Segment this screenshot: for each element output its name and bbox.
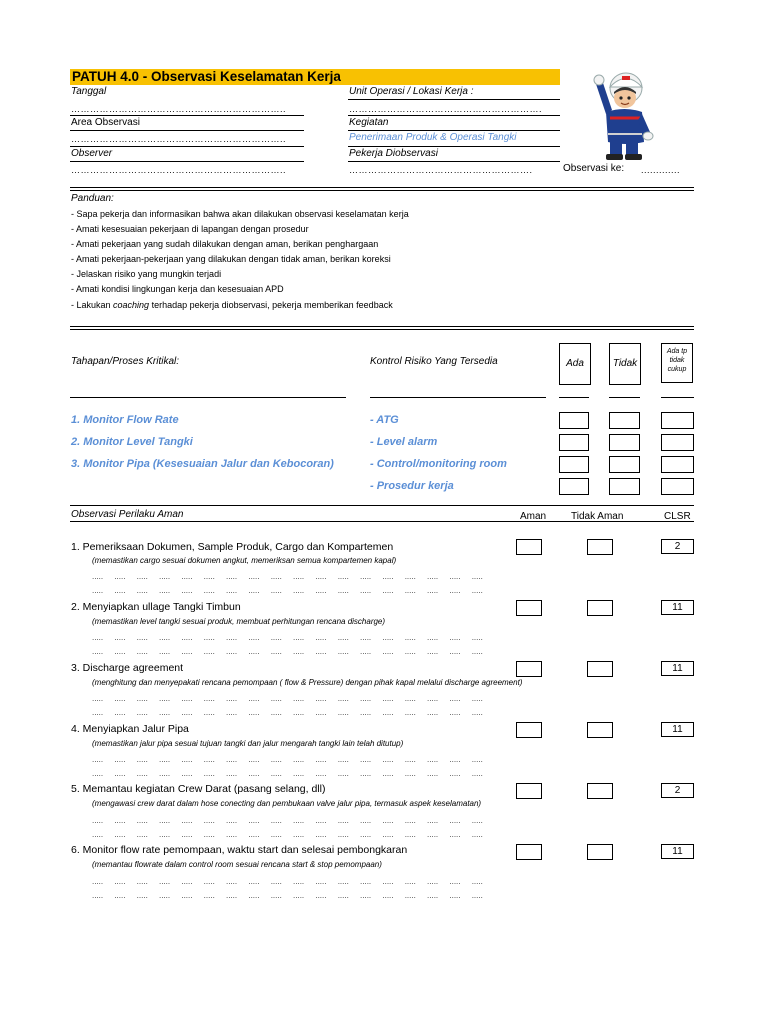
tidak-aman-checkbox[interactable]	[587, 600, 613, 616]
tidak-aman-checkbox[interactable]	[587, 722, 613, 738]
panduan-item: - Amati kondisi lingkungan kerja dan kesesuaian APD	[71, 284, 284, 294]
page-title: PATUH 4.0 - Observasi Keselamatan Kerja	[70, 69, 560, 85]
notes-line[interactable]: ..... ..... ..... ..... ..... ..... ..... ..... ..... ..... ..... ..... ..... ..... ..... ..... ..... .....	[92, 877, 483, 886]
perilaku-item-desc: (mengawasi crew darat dalam hose conecting dan pembukaan valve jalur pipa, termasuk aspek keselamatan)	[92, 799, 482, 808]
kontrol-item: - Control/monitoring room	[370, 458, 507, 470]
notes-line[interactable]: ..... ..... ..... ..... ..... ..... ..... ..... ..... ..... ..... ..... ..... ..... ..... ..... ..... .....	[92, 572, 483, 581]
panduan-item: - Amati kesesuaian pekerjaan di lapangan dengan prosedur	[71, 224, 309, 234]
panduan-item: - Jelaskan risiko yang mungkin terjadi	[71, 269, 222, 279]
perilaku-item-desc: (menghitung dan menyepakati rencana pemompaan ( flow & Pressure) dengan pihak kapal melalui discharge agreement)	[92, 678, 523, 687]
aman-checkbox[interactable]	[516, 844, 542, 860]
ada-tp-checkbox[interactable]	[661, 434, 694, 451]
area-observasi-label: Area Observasi	[71, 117, 140, 128]
tidak-checkbox[interactable]	[609, 412, 640, 429]
clsr-value: 11	[661, 844, 694, 859]
kontrol-item: - ATG	[370, 414, 399, 426]
pekerja-field[interactable]: ………………………………………………….	[349, 165, 533, 175]
tidak-checkbox[interactable]	[609, 456, 640, 473]
ada-checkbox[interactable]	[559, 478, 589, 495]
mascot-worker-icon	[592, 68, 654, 162]
perilaku-header: Observasi Perilaku Aman	[71, 509, 184, 520]
tahapan-item: 2. Monitor Level Tangki	[71, 436, 193, 448]
perilaku-item-desc: (memastikan cargo sesuai dokumen angkut, memeriksan semua kompartemen kapal)	[92, 556, 397, 565]
perilaku-item-title: 5. Memantau kegiatan Crew Darat (pasang selang, dll)	[71, 783, 326, 795]
clsr-header: CLSR	[664, 511, 691, 522]
ada-checkbox[interactable]	[559, 412, 589, 429]
notes-line[interactable]: ..... ..... ..... ..... ..... ..... ..... ..... ..... ..... ..... ..... ..... ..... ..... ..... ..... .....	[92, 694, 483, 703]
tanggal-field[interactable]: …………………………………………………………..	[71, 104, 287, 114]
tidak-aman-checkbox[interactable]	[587, 661, 613, 677]
perilaku-item-title: 3. Discharge agreement	[71, 662, 184, 674]
clsr-value: 11	[661, 600, 694, 615]
aman-checkbox[interactable]	[516, 600, 542, 616]
ada-checkbox[interactable]	[559, 434, 589, 451]
panduan-item: - Amati pekerjaan yang sudah dilakukan dengan aman, berikan penghargaan	[71, 239, 379, 249]
aman-checkbox[interactable]	[516, 783, 542, 799]
panduan-item: - Sapa pekerja dan informasikan bahwa akan dilakukan observasi keselamatan kerja	[71, 209, 409, 219]
kegiatan-value: Penerimaan Produk & Operasi Tangki	[349, 132, 517, 143]
tidak-aman-header: Tidak Aman	[571, 511, 624, 522]
tidak-header: Tidak	[609, 343, 641, 385]
notes-line[interactable]: ..... ..... ..... ..... ..... ..... ..... ..... ..... ..... ..... ..... ..... ..... ..... ..... ..... .....	[92, 891, 483, 900]
notes-line[interactable]: ..... ..... ..... ..... ..... ..... ..... ..... ..... ..... ..... ..... ..... ..... ..... ..... ..... .....	[92, 586, 483, 595]
panduan-heading: Panduan:	[71, 193, 114, 204]
tahapan-item: 3. Monitor Pipa (Kesesuaian Jalur dan Kebocoran)	[71, 458, 334, 470]
clsr-value: 2	[661, 539, 694, 554]
perilaku-item-desc: (memastikan jalur pipa sesuai tujuan tangki dan jalur mengarah tangki lain telah ditutup)	[92, 739, 404, 748]
kontrol-header: Kontrol Risiko Yang Tersedia	[370, 356, 498, 367]
notes-line[interactable]: ..... ..... ..... ..... ..... ..... ..... ..... ..... ..... ..... ..... ..... ..... ..... ..... ..... .....	[92, 633, 483, 642]
perilaku-item-desc: (memastikan level tangki sesuai produk, membuat perhitungan rencana discharge)	[92, 617, 386, 626]
observer-field[interactable]: …………………………………………………………..	[71, 165, 287, 175]
tidak-aman-checkbox[interactable]	[587, 539, 613, 555]
tidak-aman-checkbox[interactable]	[587, 783, 613, 799]
tahapan-item: 1. Monitor Flow Rate	[71, 414, 179, 426]
clsr-value: 11	[661, 722, 694, 737]
unit-operasi-label: Unit Operasi / Lokasi Kerja :	[349, 86, 474, 97]
panduan-item: - Lakukan coaching terhadap pekerja diobservasi, pekerja memberikan feedback	[71, 300, 393, 310]
observer-label: Observer	[71, 148, 113, 159]
notes-line[interactable]: ..... ..... ..... ..... ..... ..... ..... ..... ..... ..... ..... ..... ..... ..... ..... ..... ..... .....	[92, 769, 483, 778]
pekerja-label: Pekerja Diobservasi	[349, 148, 438, 159]
ada-tp-header: Ada tp tidak cukup	[661, 343, 693, 383]
tidak-checkbox[interactable]	[609, 478, 640, 495]
kontrol-item: - Level alarm	[370, 436, 438, 448]
perilaku-item-title: 4. Menyiapkan Jalur Pipa	[71, 723, 189, 735]
notes-line[interactable]: ..... ..... ..... ..... ..... ..... ..... ..... ..... ..... ..... ..... ..... ..... ..... ..... ..... .....	[92, 830, 483, 839]
notes-line[interactable]: ..... ..... ..... ..... ..... ..... ..... ..... ..... ..... ..... ..... ..... ..... ..... ..... ..... .....	[92, 708, 483, 717]
tahapan-header: Tahapan/Proses Kritikal:	[71, 356, 180, 367]
ada-checkbox[interactable]	[559, 456, 589, 473]
clsr-value: 2	[661, 783, 694, 798]
notes-line[interactable]: ..... ..... ..... ..... ..... ..... ..... ..... ..... ..... ..... ..... ..... ..... ..... ..... ..... .....	[92, 816, 483, 825]
ada-tp-checkbox[interactable]	[661, 412, 694, 429]
perilaku-item-title: 6. Monitor flow rate pemompaan, waktu start dan selesai pembongkaran	[71, 844, 408, 856]
clsr-value: 11	[661, 661, 694, 676]
aman-header: Aman	[520, 511, 547, 522]
ada-tp-checkbox[interactable]	[661, 478, 694, 495]
notes-line[interactable]: ..... ..... ..... ..... ..... ..... ..... ..... ..... ..... ..... ..... ..... ..... ..... ..... ..... .....	[92, 755, 483, 764]
tidak-aman-checkbox[interactable]	[587, 844, 613, 860]
kegiatan-label: Kegiatan	[349, 117, 389, 128]
area-observasi-field[interactable]: …………………………………………………………..	[71, 134, 287, 144]
tidak-checkbox[interactable]	[609, 434, 640, 451]
observasi-ke-label: Observasi ke:	[563, 163, 625, 174]
aman-checkbox[interactable]	[516, 722, 542, 738]
kontrol-item: - Prosedur kerja	[370, 480, 454, 492]
aman-checkbox[interactable]	[516, 539, 542, 555]
aman-checkbox[interactable]	[516, 661, 542, 677]
perilaku-item-desc: (memantau flowrate dalam control room sesuai rencana start & stop pemompaan)	[92, 860, 382, 869]
ada-header: Ada	[559, 343, 591, 385]
tanggal-label: Tanggal	[71, 86, 107, 97]
observasi-ke-field[interactable]: .............	[641, 165, 681, 175]
perilaku-item-title: 1. Pemeriksaan Dokumen, Sample Produk, Cargo dan Kompartemen	[71, 541, 394, 553]
panduan-item: - Amati pekerjaan-pekerjaan yang dilakukan dengan tidak aman, berikan koreksi	[71, 254, 391, 264]
ada-tp-checkbox[interactable]	[661, 456, 694, 473]
unit-operasi-field[interactable]: …………………………………………………….	[349, 104, 543, 114]
perilaku-item-title: 2. Menyiapkan ullage Tangki Timbun	[71, 601, 241, 613]
notes-line[interactable]: ..... ..... ..... ..... ..... ..... ..... ..... ..... ..... ..... ..... ..... ..... ..... ..... ..... .....	[92, 647, 483, 656]
